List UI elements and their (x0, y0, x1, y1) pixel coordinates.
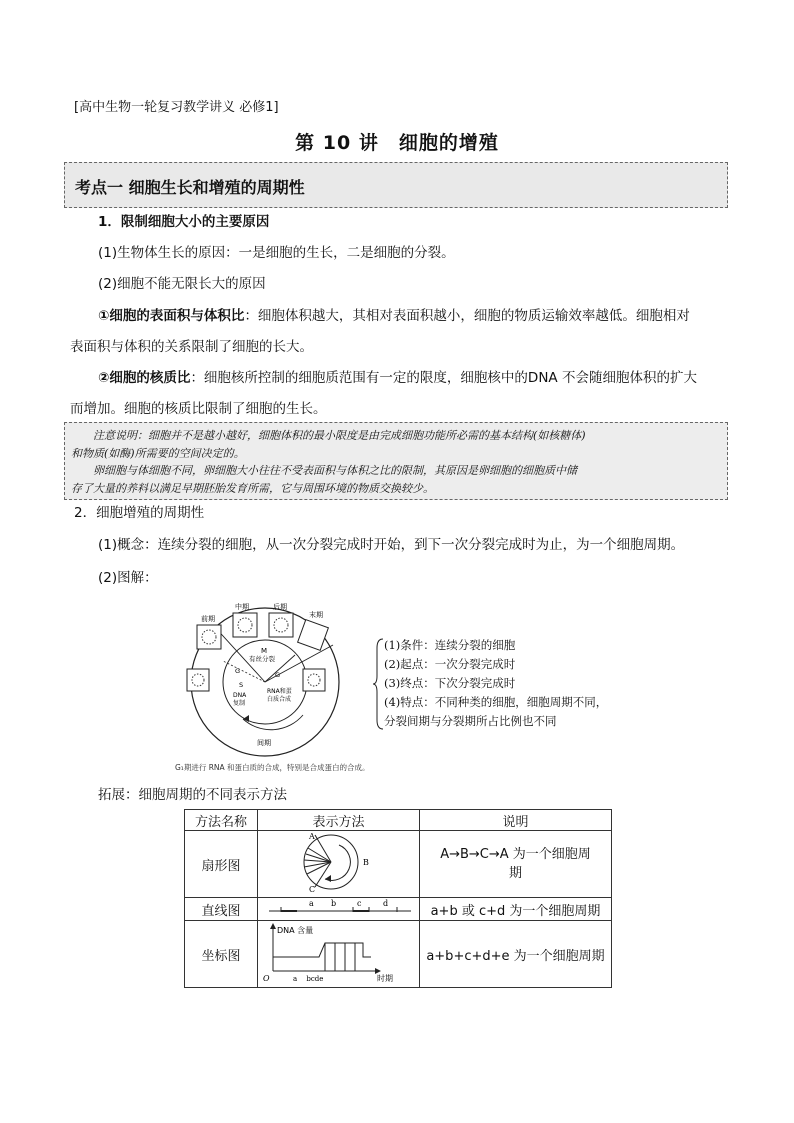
section-box (64, 162, 728, 208)
mitosis-label: 有丝分裂 (249, 655, 275, 663)
coord-chart (259, 921, 419, 983)
fan-chart (259, 831, 419, 893)
line-label-d: d (382, 899, 388, 908)
method-name: 坐标图 (185, 921, 258, 988)
point2-line1 (98, 368, 697, 388)
table-header-cell: 表示方法 (258, 810, 420, 831)
interphase-cell-left (187, 669, 209, 691)
line-label-a: a (308, 899, 314, 908)
method-name: 直线图 (185, 898, 258, 921)
interphase-cell-right (303, 669, 325, 691)
method-desc: a+b 或 c+d 为一个细胞周期 (420, 898, 612, 921)
coord-ylabel: DNA 含量 (276, 926, 313, 935)
line-label-c: c (356, 899, 361, 908)
table-header-row (185, 810, 612, 831)
lecture-title: 第 10 讲 细胞的增殖 (295, 132, 499, 154)
point1-label: ①细胞的表面积与体积比 (98, 308, 245, 324)
coord-xlabel: 时期 (376, 974, 393, 983)
rna-label-2: 白质合成 (267, 696, 292, 703)
table-row (185, 831, 612, 898)
dna-label-2: 复制 (233, 700, 246, 707)
note-line4: 存了大量的养料以满足早期胚胎发育所需，它与周围环境的物质交换较少。 (71, 481, 434, 495)
brace-icon (372, 638, 384, 730)
telophase-box (298, 620, 329, 651)
fan-label-b: B (362, 858, 369, 867)
phase-metaphase: 中期 (235, 603, 249, 611)
condition-1: (1)条件：连续分裂的细胞 (384, 638, 516, 652)
coord-chart-cell (258, 921, 420, 988)
extension-label: 拓展：细胞周期的不同表示方法 (98, 787, 287, 803)
part2-diagram-label: (2)图解： (98, 570, 158, 586)
point2-text: ：细胞核所控制的细胞质范围有一定的限度，细胞核中的DNA 不会随细胞体积的扩大 (190, 370, 697, 386)
phase-prophase: 前期 (201, 615, 215, 623)
s-label: S (239, 681, 244, 689)
fan-label-c: C (308, 885, 315, 893)
part1-item2: (2)细胞不能无限长大的原因 (98, 276, 266, 292)
metaphase-box (233, 613, 257, 637)
note-line3: 卵细胞与体细胞不同，卵细胞大小往往不受表面积与体积之比的限制，其原因是卵细胞的细胞质中储 (93, 464, 577, 477)
part1-heading: 1．限制细胞大小的主要原因 (98, 214, 270, 230)
diagram-caption: G₁期进行 RNA 和蛋白质的合成，特别是合成蛋白的合成。 (175, 763, 370, 772)
method-desc: A→B→C→A 为一个细胞周期 (420, 831, 612, 898)
fan-label-a: A (308, 832, 315, 841)
m-label: M (261, 647, 268, 655)
point1-line1 (98, 306, 690, 326)
g1-label: G (275, 671, 281, 679)
table-header-cell: 说明 (420, 810, 612, 831)
table-row (185, 921, 612, 988)
note-line2: 和物质(如酶)所需要的空间决定的。 (71, 446, 245, 460)
part2-concept: (1)概念：连续分裂的细胞，从一次分裂完成时开始，到下一次分裂完成时为止，为一个细胞周期。 (98, 537, 685, 553)
condition-4: (4)特点：不同种类的细胞，细胞周期不同， (384, 695, 608, 709)
cell-cycle-diagram (183, 595, 353, 760)
interphase-label: 间期 (257, 739, 271, 747)
point1-line2: 表面积与体积的关系限制了细胞的长大。 (70, 339, 313, 355)
method-desc: a+b+c+d+e 为一个细胞周期 (420, 921, 612, 988)
header-note: [高中生物一轮复习教学讲义 必修1] (74, 100, 279, 115)
g2-label: G (235, 667, 241, 675)
condition-5: 分裂间期与分裂期所占比例也不同 (384, 714, 557, 728)
table-header-cell: 方法名称 (185, 810, 258, 831)
point2-line2: 而增加。细胞的核质比限制了细胞的生长。 (70, 401, 327, 417)
coord-ticks: a bcde (292, 975, 323, 983)
point1-text: ：细胞体积越大，其相对表面积越小，细胞的物质运输效率越低。细胞相对 (244, 308, 690, 324)
condition-3: (3)终点：下次分裂完成时 (384, 676, 516, 690)
methods-table (184, 809, 612, 988)
rna-label-1: RNA和蛋 (267, 688, 292, 695)
fan-chart-cell (258, 831, 420, 898)
part2-heading: 2．细胞增殖的周期性 (74, 505, 205, 521)
conditions-list (384, 636, 624, 731)
note-line1: 注意说明：细胞并不是越小越好，细胞体积的最小限度是由完成细胞功能所必需的基本结构(如核糖体) (93, 429, 586, 442)
prophase-box (197, 625, 221, 649)
note-box (64, 422, 728, 500)
phase-telophase: 末期 (309, 611, 323, 619)
line-chart-cell (258, 898, 420, 921)
phase-anaphase: 后期 (273, 603, 287, 611)
anaphase-box (269, 613, 293, 637)
table-row (185, 898, 612, 921)
line-label-b: b (330, 899, 336, 908)
dna-label-1: DNA (233, 692, 247, 699)
coord-origin: O (262, 974, 270, 983)
section-title: 考点一 细胞生长和增殖的周期性 (75, 178, 305, 197)
part1-item1: (1)生物体生长的原因：一是细胞的生长，二是细胞的分裂。 (98, 245, 455, 261)
point2-label: ②细胞的核质比 (98, 370, 191, 386)
line-chart (259, 898, 419, 916)
method-name: 扇形图 (185, 831, 258, 898)
condition-2: (2)起点：一次分裂完成时 (384, 657, 516, 671)
